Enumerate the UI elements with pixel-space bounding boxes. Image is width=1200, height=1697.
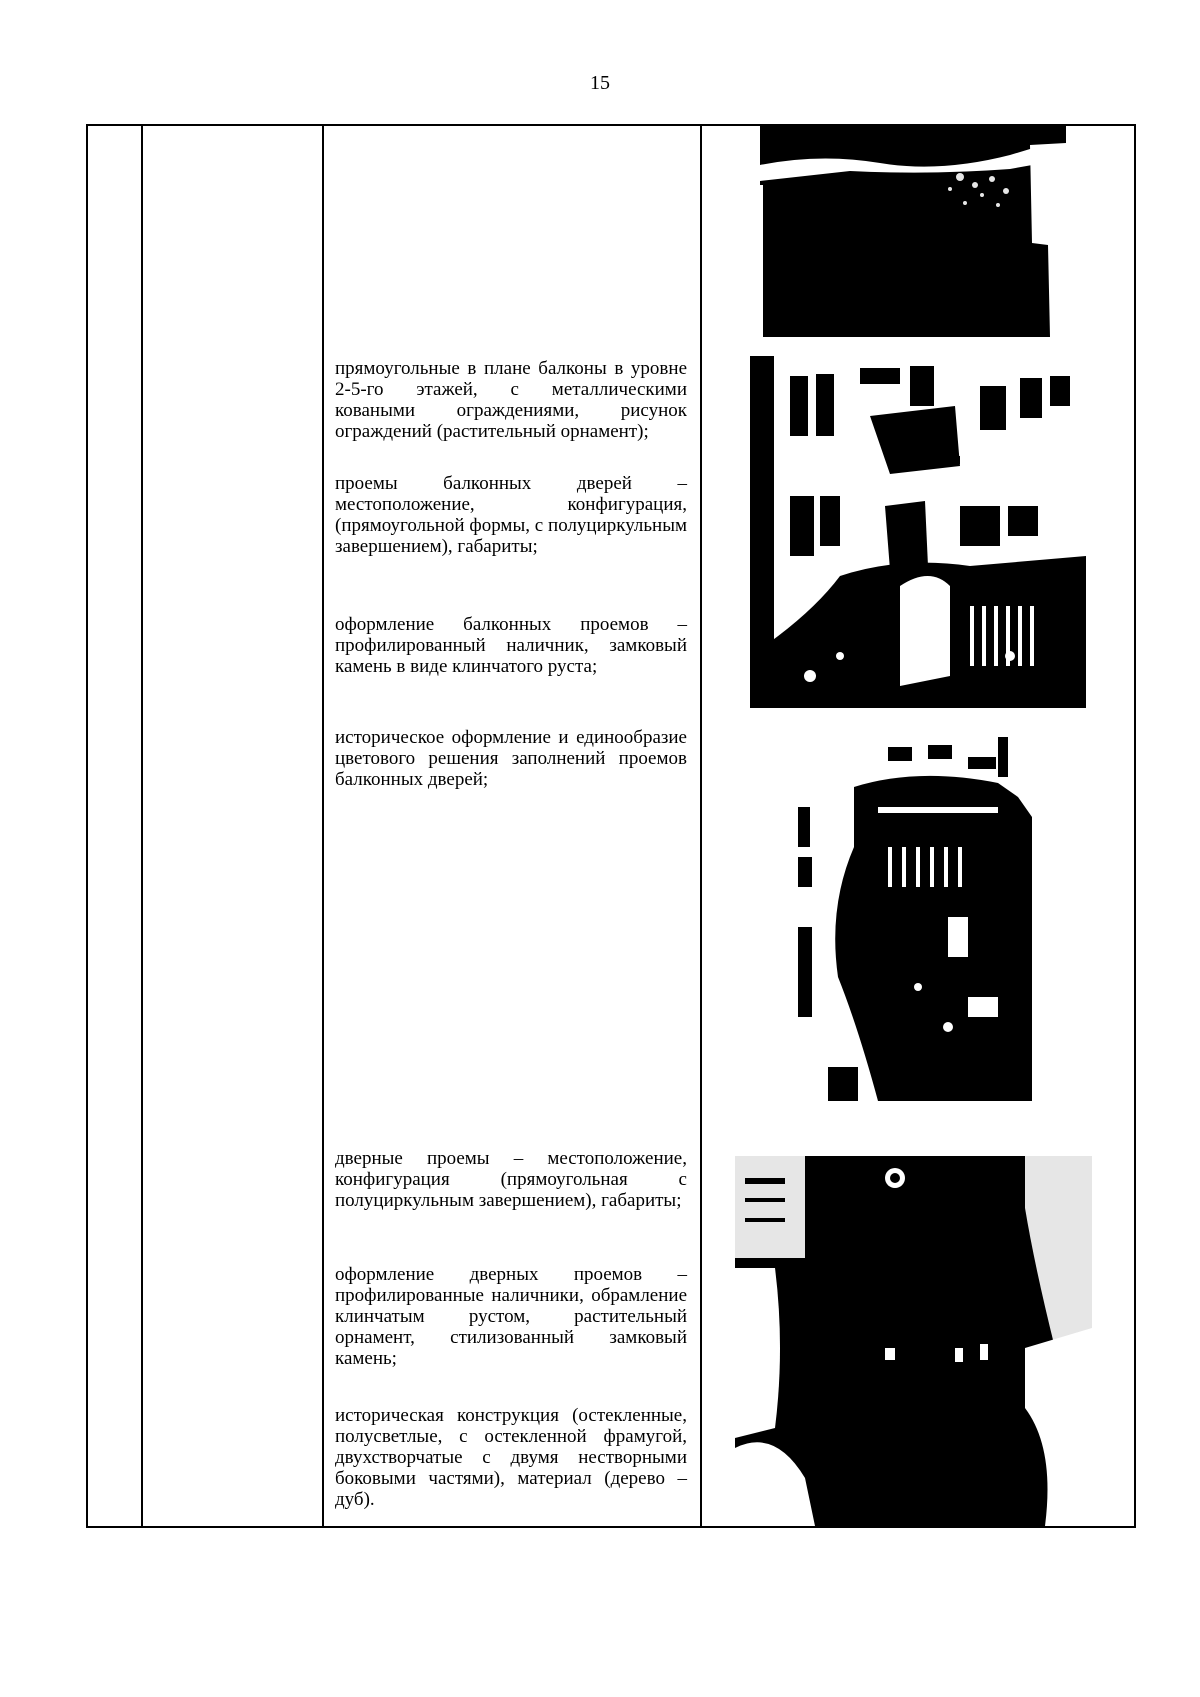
balcony-railing-photo-icon (760, 125, 1066, 337)
column-divider-1 (141, 126, 143, 1526)
entrance-door-photo-icon (735, 1148, 1092, 1526)
paragraph-balcony-door-fill: историческое оформление и единообразие цветового решения заполнений проемов балконных дверей; (335, 727, 687, 790)
paragraph-balconies: прямоугольные в плане балконы в уровне 2-5-го этажей, с металлическими коваными ограждениями, рисунок ограждений (растительный орнамент); (335, 358, 687, 442)
paragraph-balcony-door-openings: проемы балконных дверей – местоположение, конфигурация, (прямоугольной формы, с полуциркульным завершением), габариты; (335, 473, 687, 557)
paragraph-balcony-opening-decor: оформление балконных проемов – профилированный наличник, замковый камень в виде клинчатого руста; (335, 614, 687, 677)
paragraph-door-openings: дверные проемы – местоположение, конфигурация (прямоугольная с полуциркульным завершением), габариты; (335, 1148, 687, 1211)
corner-balcony-photo-icon (798, 727, 1032, 1101)
column-divider-2 (322, 126, 324, 1526)
facade-balconies-photo-icon (750, 356, 1086, 708)
column-divider-3 (700, 126, 702, 1526)
paragraph-door-opening-decor: оформление дверных проемов – профилированные наличники, обрамление клинчатым рустом, растительный орнамент, стилизованный замковый камень; (335, 1264, 687, 1369)
paragraph-door-construction: историческая конструкция (остекленные, полусветлые, с остекленной фрамугой, двухстворчатые с двумя нестворными боковыми частями), материал (дерево – дуб). (335, 1405, 687, 1510)
page-number: 15 (590, 72, 610, 94)
